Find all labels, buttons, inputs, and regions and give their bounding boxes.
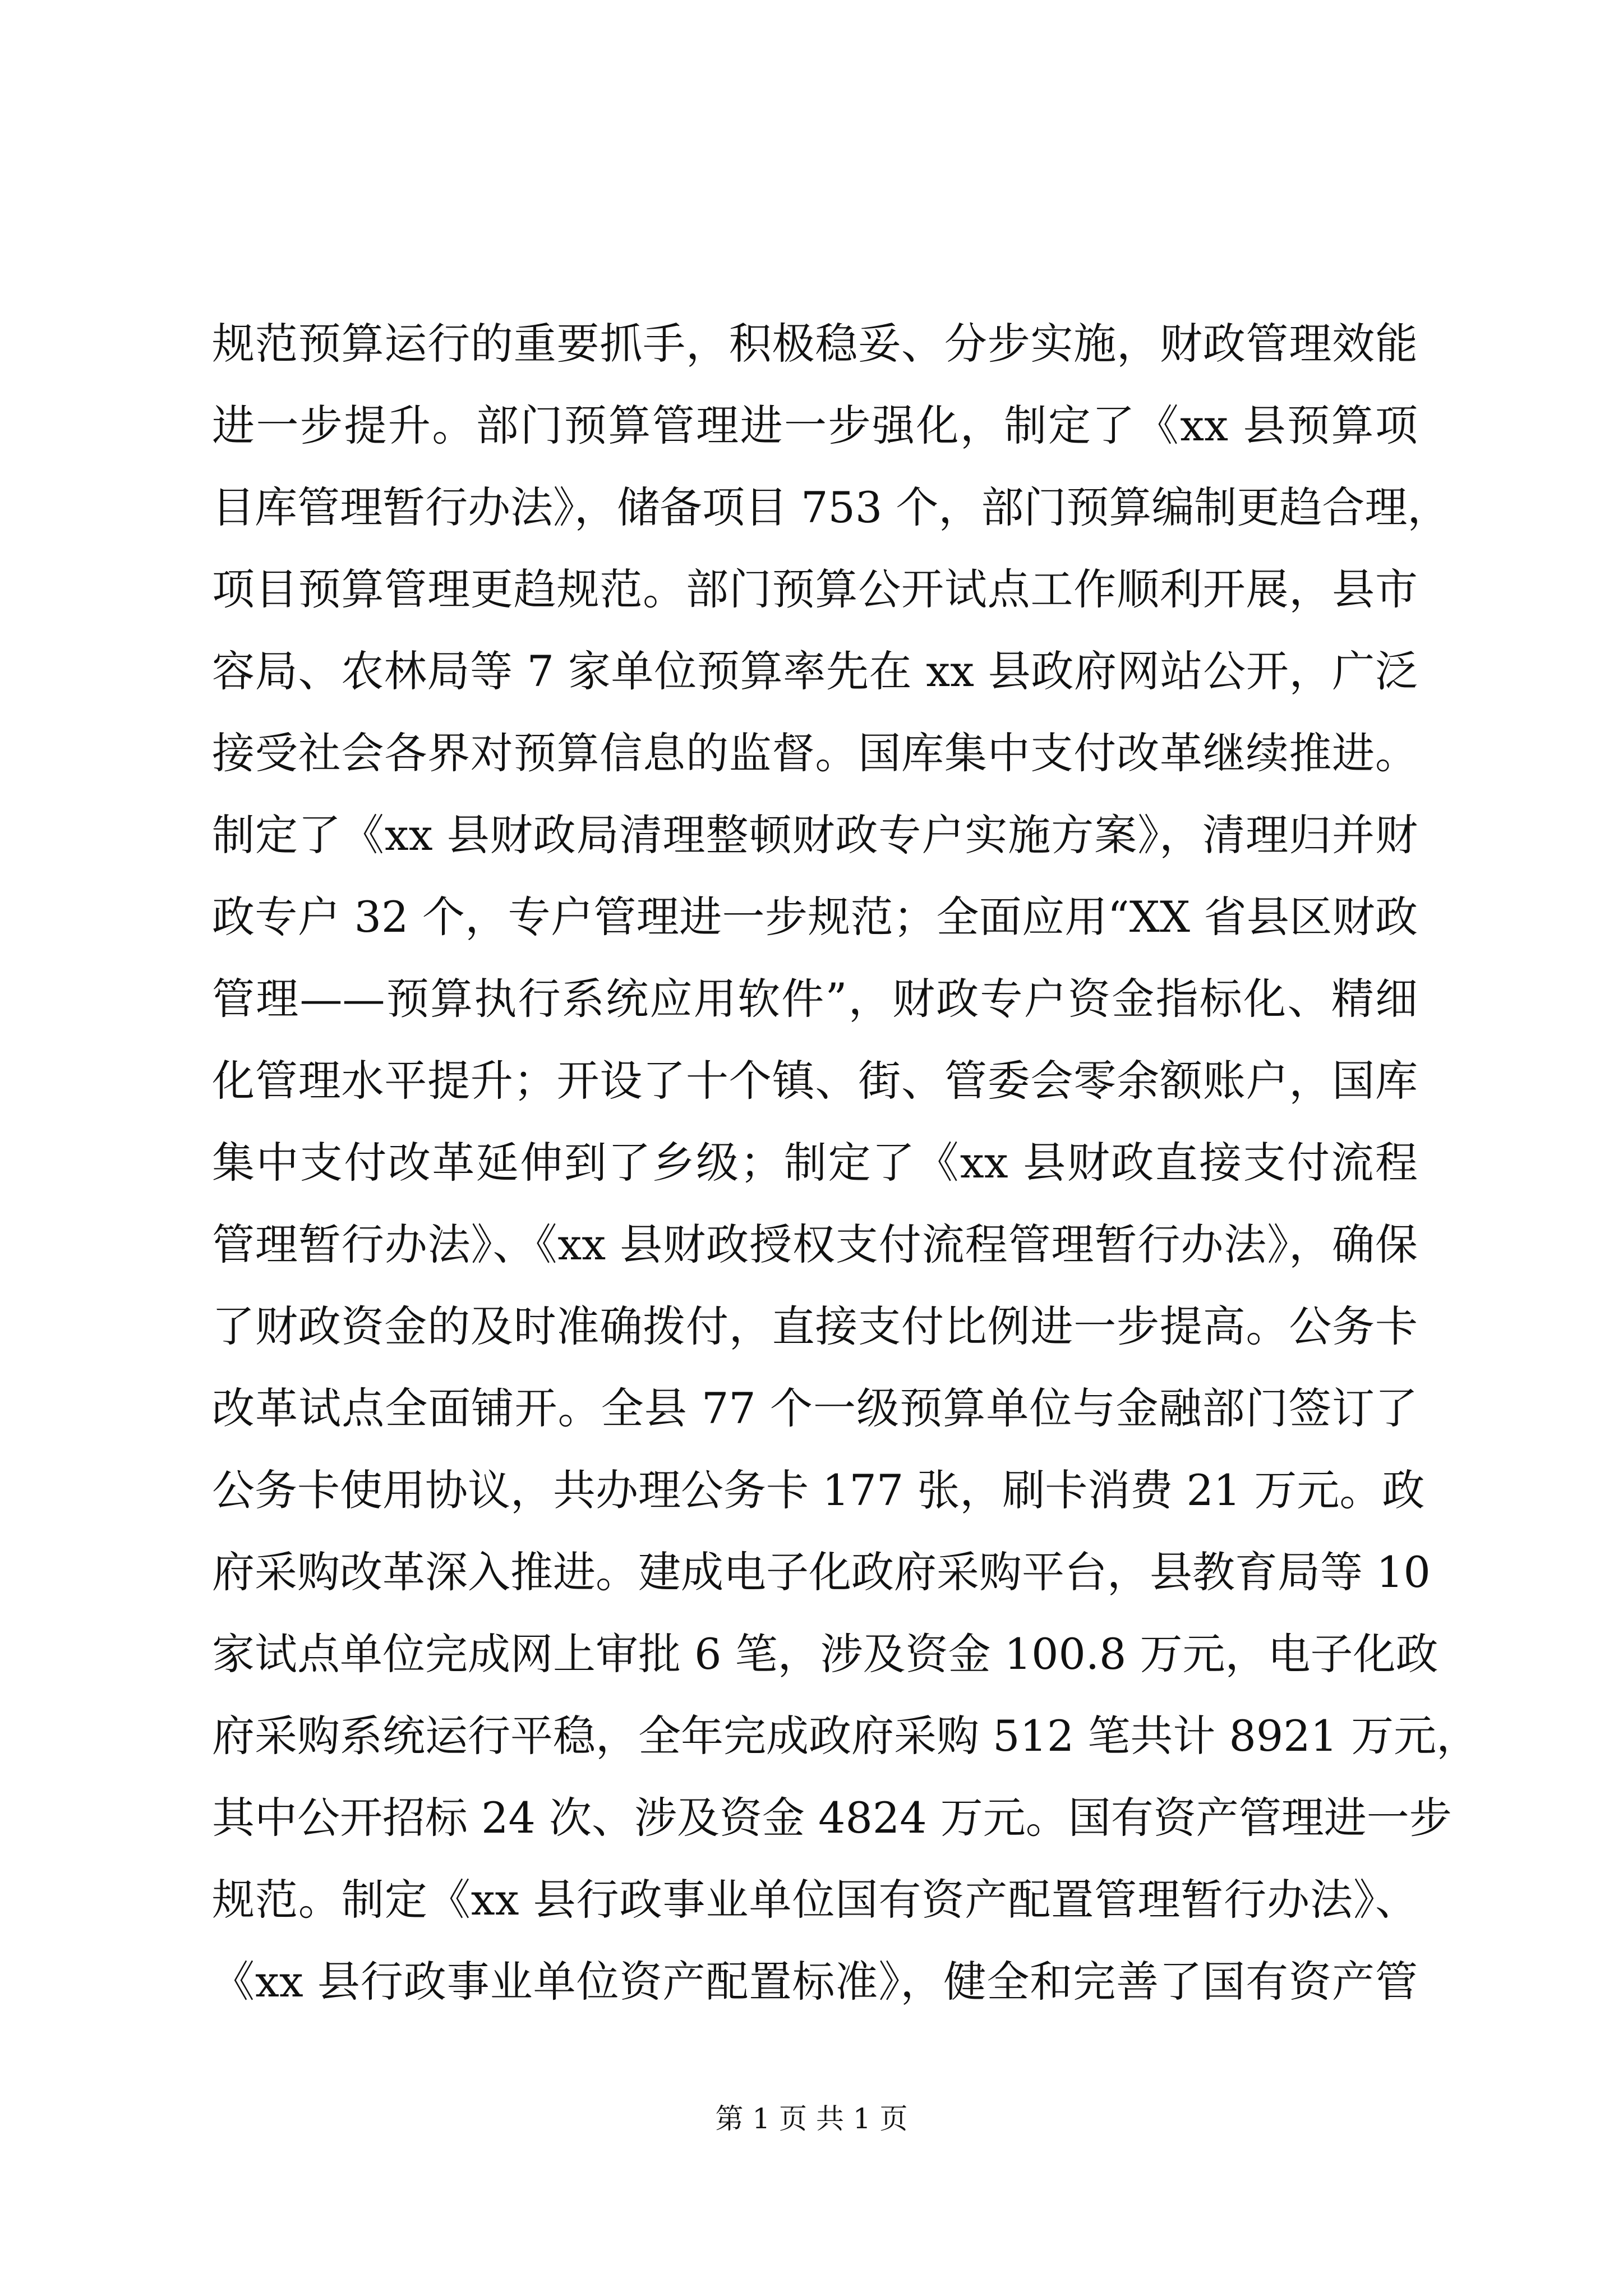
text-line-13: 了财政资金的及时准确拨付，直接支付比例进一步提高。公务卡 bbox=[212, 1301, 1418, 1351]
text-line-18: 府采购系统运行平稳，全年完成政府采购 512 笔共计 8921 万元， bbox=[212, 1711, 1479, 1761]
text-line-17: 家试点单位完成网上审批 6 笔，涉及资金 100.8 万元，电子化政 bbox=[212, 1629, 1438, 1679]
text-line-21: 《xx 县行政事业单位资产配置标准》，健全和完善了国有资产管 bbox=[212, 1957, 1418, 2007]
text-line-5: 容局、农林局等 7 家单位预算率先在 xx 县政府网站公开，广泛 bbox=[212, 646, 1418, 696]
text-line-15: 公务卡使用协议，共办理公务卡 177 张，刷卡消费 21 万元。政 bbox=[212, 1465, 1425, 1515]
text-line-9: 管理——预算执行系统应用软件”，财政专户资金指标化、精细 bbox=[212, 974, 1418, 1024]
page-footer: 第 1 页 共 1 页 bbox=[715, 2102, 908, 2135]
text-line-12: 管理暂行办法》、《xx 县财政授权支付流程管理暂行办法》，确保 bbox=[212, 1220, 1418, 1269]
text-line-10: 化管理水平提升；开设了十个镇、街、管委会零余额账户，国库 bbox=[212, 1056, 1418, 1106]
text-line-4: 项目预算管理更趋规范。部门预算公开试点工作顺利开展，县市 bbox=[212, 564, 1418, 614]
text-line-16: 府采购改革深入推进。建成电子化政府采购平台，县教育局等 10 bbox=[212, 1547, 1431, 1597]
text-line-11: 集中支付改革延伸到了乡级；制定了《xx 县财政直接支付流程 bbox=[212, 1138, 1418, 1188]
body-paragraph bbox=[212, 303, 1479, 2023]
text-line-20: 规范。制定《xx 县行政事业单位国有资产配置管理暂行办法》、 bbox=[212, 1875, 1418, 1925]
text-line-19: 其中公开招标 24 次、涉及资金 4824 万元。国有资产管理进一步 bbox=[212, 1793, 1452, 1843]
text-line-2: 进一步提升。部门预算管理进一步强化，制定了《xx 县预算项 bbox=[212, 401, 1418, 450]
text-line-6: 接受社会各界对预算信息的监督。国库集中支付改革继续推进。 bbox=[212, 728, 1418, 778]
text-line-1: 规范预算运行的重要抓手，积极稳妥、分步实施，财政管理效能 bbox=[212, 319, 1418, 369]
text-line-7: 制定了《xx 县财政局清理整顿财政专户实施方案》，清理归并财 bbox=[212, 810, 1418, 860]
text-line-8: 政专户 32 个，专户管理进一步规范；全面应用“XX 省县区财政 bbox=[212, 892, 1418, 942]
text-line-14: 改革试点全面铺开。全县 77 个一级预算单位与金融部门签订了 bbox=[212, 1383, 1418, 1433]
text-line-3: 目库管理暂行办法》，储备项目 753 个，部门预算编制更趋合理， bbox=[212, 482, 1450, 532]
